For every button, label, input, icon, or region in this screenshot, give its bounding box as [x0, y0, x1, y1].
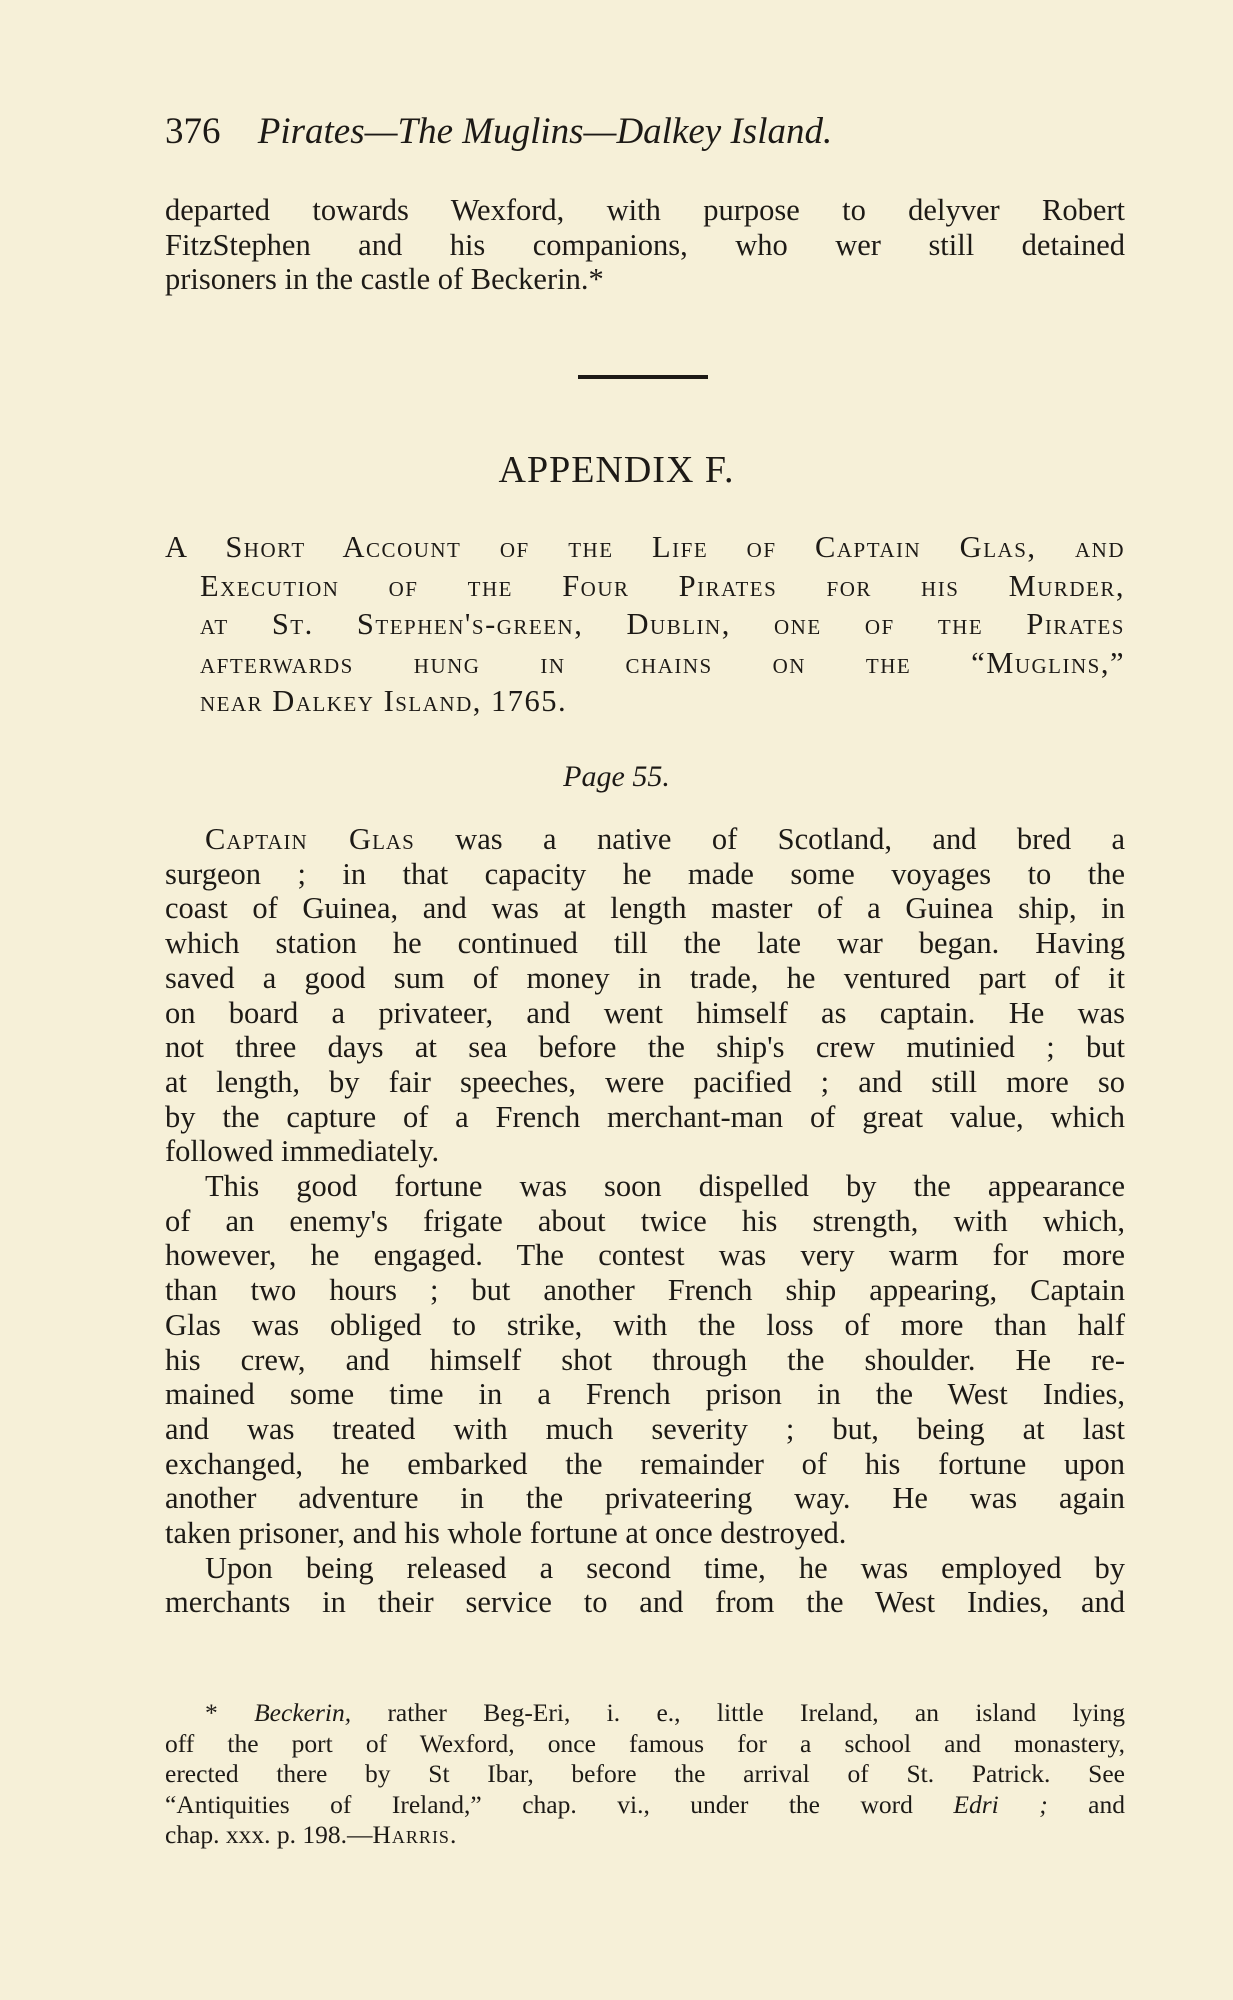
- text-run: was a native of Scotland, and bred a: [414, 822, 1126, 856]
- text-line: Glas was obliged to strike, with the loss of more than half: [165, 1307, 1125, 1342]
- footnote-author: Harris.: [372, 1820, 458, 1849]
- text-line: surgeon ; in that capacity he made some voyages to the: [165, 856, 1125, 891]
- text-line: Upon being released a second time, he was employed by: [205, 1550, 1125, 1585]
- footnote-line: [165, 1698, 1125, 1729]
- text-line: which station he continued till the late war began. Having: [165, 926, 1125, 961]
- text-run: rather Beg-Eri, i. e., little Ireland, an island lying: [351, 1698, 1125, 1727]
- footnote-line: off the port of Wexford, once famous for a school and monastery,: [165, 1728, 1125, 1758]
- text-line: of an enemy's frigate about twice his strength, with which,: [165, 1203, 1125, 1238]
- text-line: than two hours ; but another French ship appearing, Captain: [165, 1273, 1125, 1308]
- text-line: and was treated with much severity ; but, being at last: [165, 1411, 1125, 1446]
- text-line: another adventure in the privateering way. He was again: [165, 1481, 1125, 1516]
- heading-line: Execution of the Four Pirates for his Murder,: [200, 568, 1125, 603]
- running-head: [165, 108, 1125, 156]
- section-divider-rule: [578, 375, 708, 379]
- footnote-term: Beckerin,: [254, 1698, 352, 1727]
- text-line: merchants in their service to and from the West Indies, and: [165, 1585, 1125, 1620]
- text-line: his crew, and himself shot through the shoulder. He re-: [165, 1342, 1125, 1377]
- text-line: saved a good sum of money in trade, he ventured part of it: [165, 960, 1125, 995]
- text-line: departed towards Wexford, with purpose to delyver Robert: [165, 193, 1125, 227]
- footnote: [165, 1698, 1125, 1851]
- text-run: “Antiquities of Ireland,” chap. vi., under the word: [165, 1789, 954, 1819]
- page-reference: Page 55.: [563, 760, 670, 793]
- text-line: mained some time in a French prison in the West Indies,: [165, 1377, 1125, 1412]
- heading-line: afterwards hung in chains on the “Muglins,”: [200, 645, 1125, 680]
- appendix-title: APPENDIX F.: [498, 449, 735, 491]
- text-line: at length, by fair speeches, were pacified ; and still more so: [165, 1064, 1125, 1099]
- text-line: however, he engaged. The contest was very warm for more: [165, 1238, 1125, 1273]
- footnote-line: [165, 1790, 1125, 1821]
- text-line: followed immediately.: [165, 1134, 440, 1169]
- text-run: and: [1047, 1789, 1125, 1819]
- footnote-line: [165, 1820, 1125, 1851]
- text-line: prisoners in the castle of Beckerin.*: [165, 262, 604, 297]
- footnote-marker: *: [205, 1698, 255, 1727]
- text-line: FitzStephen and his companions, who wer still detained: [165, 227, 1125, 262]
- text-line: exchanged, he embarked the remainder of his fortune upon: [165, 1446, 1125, 1481]
- continuation-paragraph: [165, 193, 1125, 297]
- lead-in-small-caps: Captain Glas: [205, 822, 415, 856]
- heading-line: near Dalkey Island, 1765.: [200, 684, 568, 718]
- body-paragraph-1: [165, 822, 1125, 1620]
- text-line: taken prisoner, and his whole fortune at once destroyed.: [165, 1516, 847, 1551]
- footnote-italic-term: Edri ;: [953, 1789, 1048, 1819]
- footnote-line: erected there by St Ibar, before the arrival of St. Patrick. See: [165, 1759, 1125, 1788]
- text-line: on board a privateer, and went himself as captain. He was: [165, 995, 1125, 1030]
- heading-line: A Short Account of the Life of Captain Glas, and: [165, 530, 1125, 564]
- text-line: coast of Guinea, and was at length master of a Guinea ship, in: [165, 891, 1125, 926]
- text-run: chap. xxx. p. 198.—: [165, 1820, 373, 1849]
- page-number: 376: [165, 111, 221, 152]
- heading-line: at St. Stephen's-green, Dublin, one of the Pirates: [200, 607, 1125, 641]
- text-line: by the capture of a French merchant-man of great value, which: [165, 1099, 1125, 1134]
- text-line: This good fortune was soon dispelled by the appearance: [205, 1169, 1125, 1204]
- text-line: [165, 822, 1125, 857]
- running-title: Pirates—The Muglins—Dalkey Island.: [257, 111, 833, 152]
- appendix-heading: [165, 528, 1125, 721]
- text-line: not three days at sea before the ship's crew mutinied ; but: [165, 1030, 1125, 1065]
